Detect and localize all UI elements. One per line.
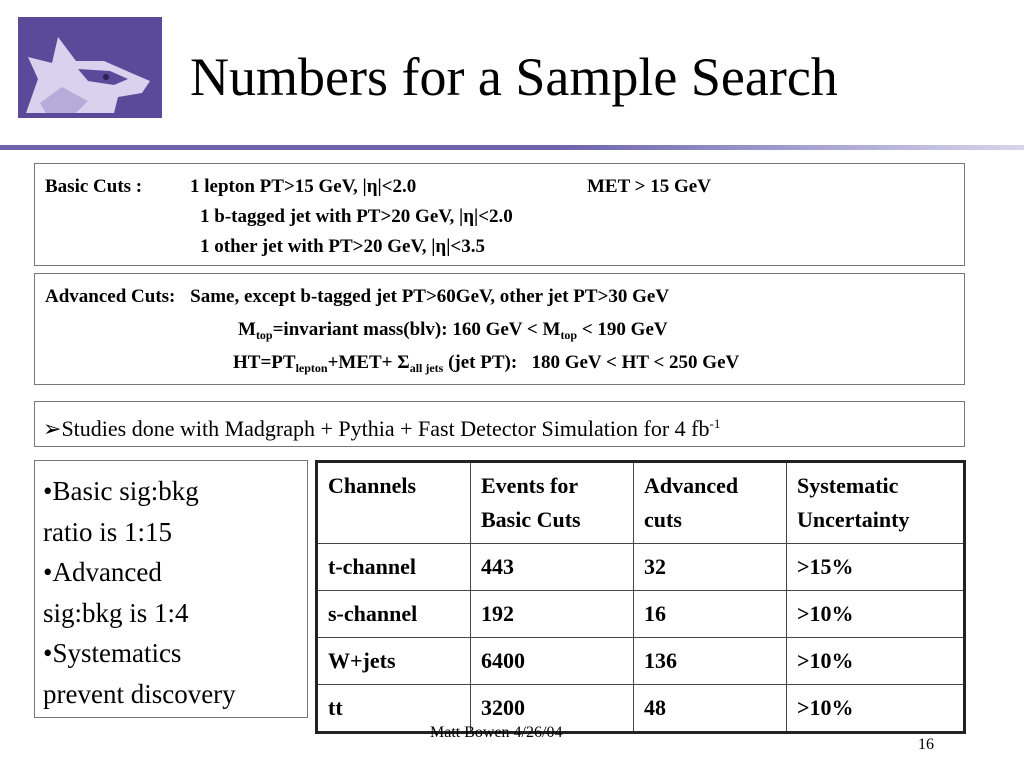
basic-cuts-bjet: 1 b-tagged jet with PT>20 GeV, |η|<2.0 xyxy=(200,206,513,227)
table-row xyxy=(317,638,965,685)
arrow-bullet-icon: ➢ xyxy=(43,416,62,441)
advanced-cuts-box xyxy=(34,273,965,385)
bullet-line: •Advanced xyxy=(43,557,162,587)
table-header-row xyxy=(317,462,965,544)
header-advanced-cuts: Advanced cuts xyxy=(634,462,787,544)
cell-basic: 192 xyxy=(471,591,634,638)
cell-systematic: >10% xyxy=(787,638,965,685)
bullet-line: ratio is 1:15 xyxy=(43,516,172,547)
channels-table xyxy=(315,460,966,734)
bullet-line: prevent discovery xyxy=(43,678,236,709)
cell-channel: tt xyxy=(317,685,471,733)
cell-advanced: 48 xyxy=(634,685,787,733)
cell-basic: 6400 xyxy=(471,638,634,685)
cell-basic: 3200 xyxy=(471,685,634,733)
header-systematic: Systematic Uncertainty xyxy=(787,462,965,544)
basic-cuts-met: MET > 15 GeV xyxy=(587,176,711,197)
advanced-cuts-label: Advanced Cuts: xyxy=(45,286,176,307)
bullet-line: •Basic sig:bkg xyxy=(43,476,199,506)
header-channels: Channels xyxy=(317,462,471,544)
cell-advanced: 136 xyxy=(634,638,787,685)
advanced-cuts-summary: Same, except b-tagged jet PT>60GeV, other jet PT>30 GeV xyxy=(190,286,670,307)
basic-cuts-lepton: 1 lepton PT>15 GeV, |η|<2.0 xyxy=(190,176,417,197)
cell-channel: t-channel xyxy=(317,544,471,591)
husky-logo-icon xyxy=(18,17,162,118)
slide-title: Numbers for a Sample Search xyxy=(190,47,838,107)
footer-author-date: Matt Bowen 4/26/04 xyxy=(430,724,563,741)
studies-text: Studies done with Madgraph + Pythia + Fast Detector Simulation for 4 fb xyxy=(61,416,710,441)
advanced-cuts-mtop: $M_{top}=invariant$ mass(blv): 160 GeV < $M_{top} < 190$ GeV xyxy=(238,319,668,342)
cell-basic: 443 xyxy=(471,544,634,591)
summary-bullets xyxy=(34,460,308,718)
header-events-basic: Events for Basic Cuts xyxy=(471,462,634,544)
page-number: 16 xyxy=(918,736,934,753)
bullet-line: •Systematics xyxy=(43,638,182,668)
basic-cuts-otherjet: 1 other jet with PT>20 GeV, |η|<3.5 xyxy=(200,236,485,257)
table-row xyxy=(317,544,965,591)
cell-systematic: >10% xyxy=(787,591,965,638)
basic-cuts-label: Basic Cuts : xyxy=(45,176,143,197)
cell-systematic: >10% xyxy=(787,685,965,733)
title-divider xyxy=(0,145,1024,150)
bullet-line: sig:bkg is 1:4 xyxy=(43,597,189,628)
cell-channel: s-channel xyxy=(317,591,471,638)
studies-superscript: -1 xyxy=(709,416,721,431)
table-row xyxy=(317,591,965,638)
cell-systematic: >15% xyxy=(787,544,965,591)
cell-advanced: 16 xyxy=(634,591,787,638)
cell-channel: W+jets xyxy=(317,638,471,685)
cell-advanced: 32 xyxy=(634,544,787,591)
advanced-cuts-ht: $HT=PT_{lepton}+MET+ \Sigma_{all jets}$ (jet PT): 180 GeV < HT < 250 GeV xyxy=(233,352,740,375)
table-row xyxy=(317,685,965,733)
basic-cuts-box xyxy=(34,163,965,266)
studies-box xyxy=(34,401,965,447)
